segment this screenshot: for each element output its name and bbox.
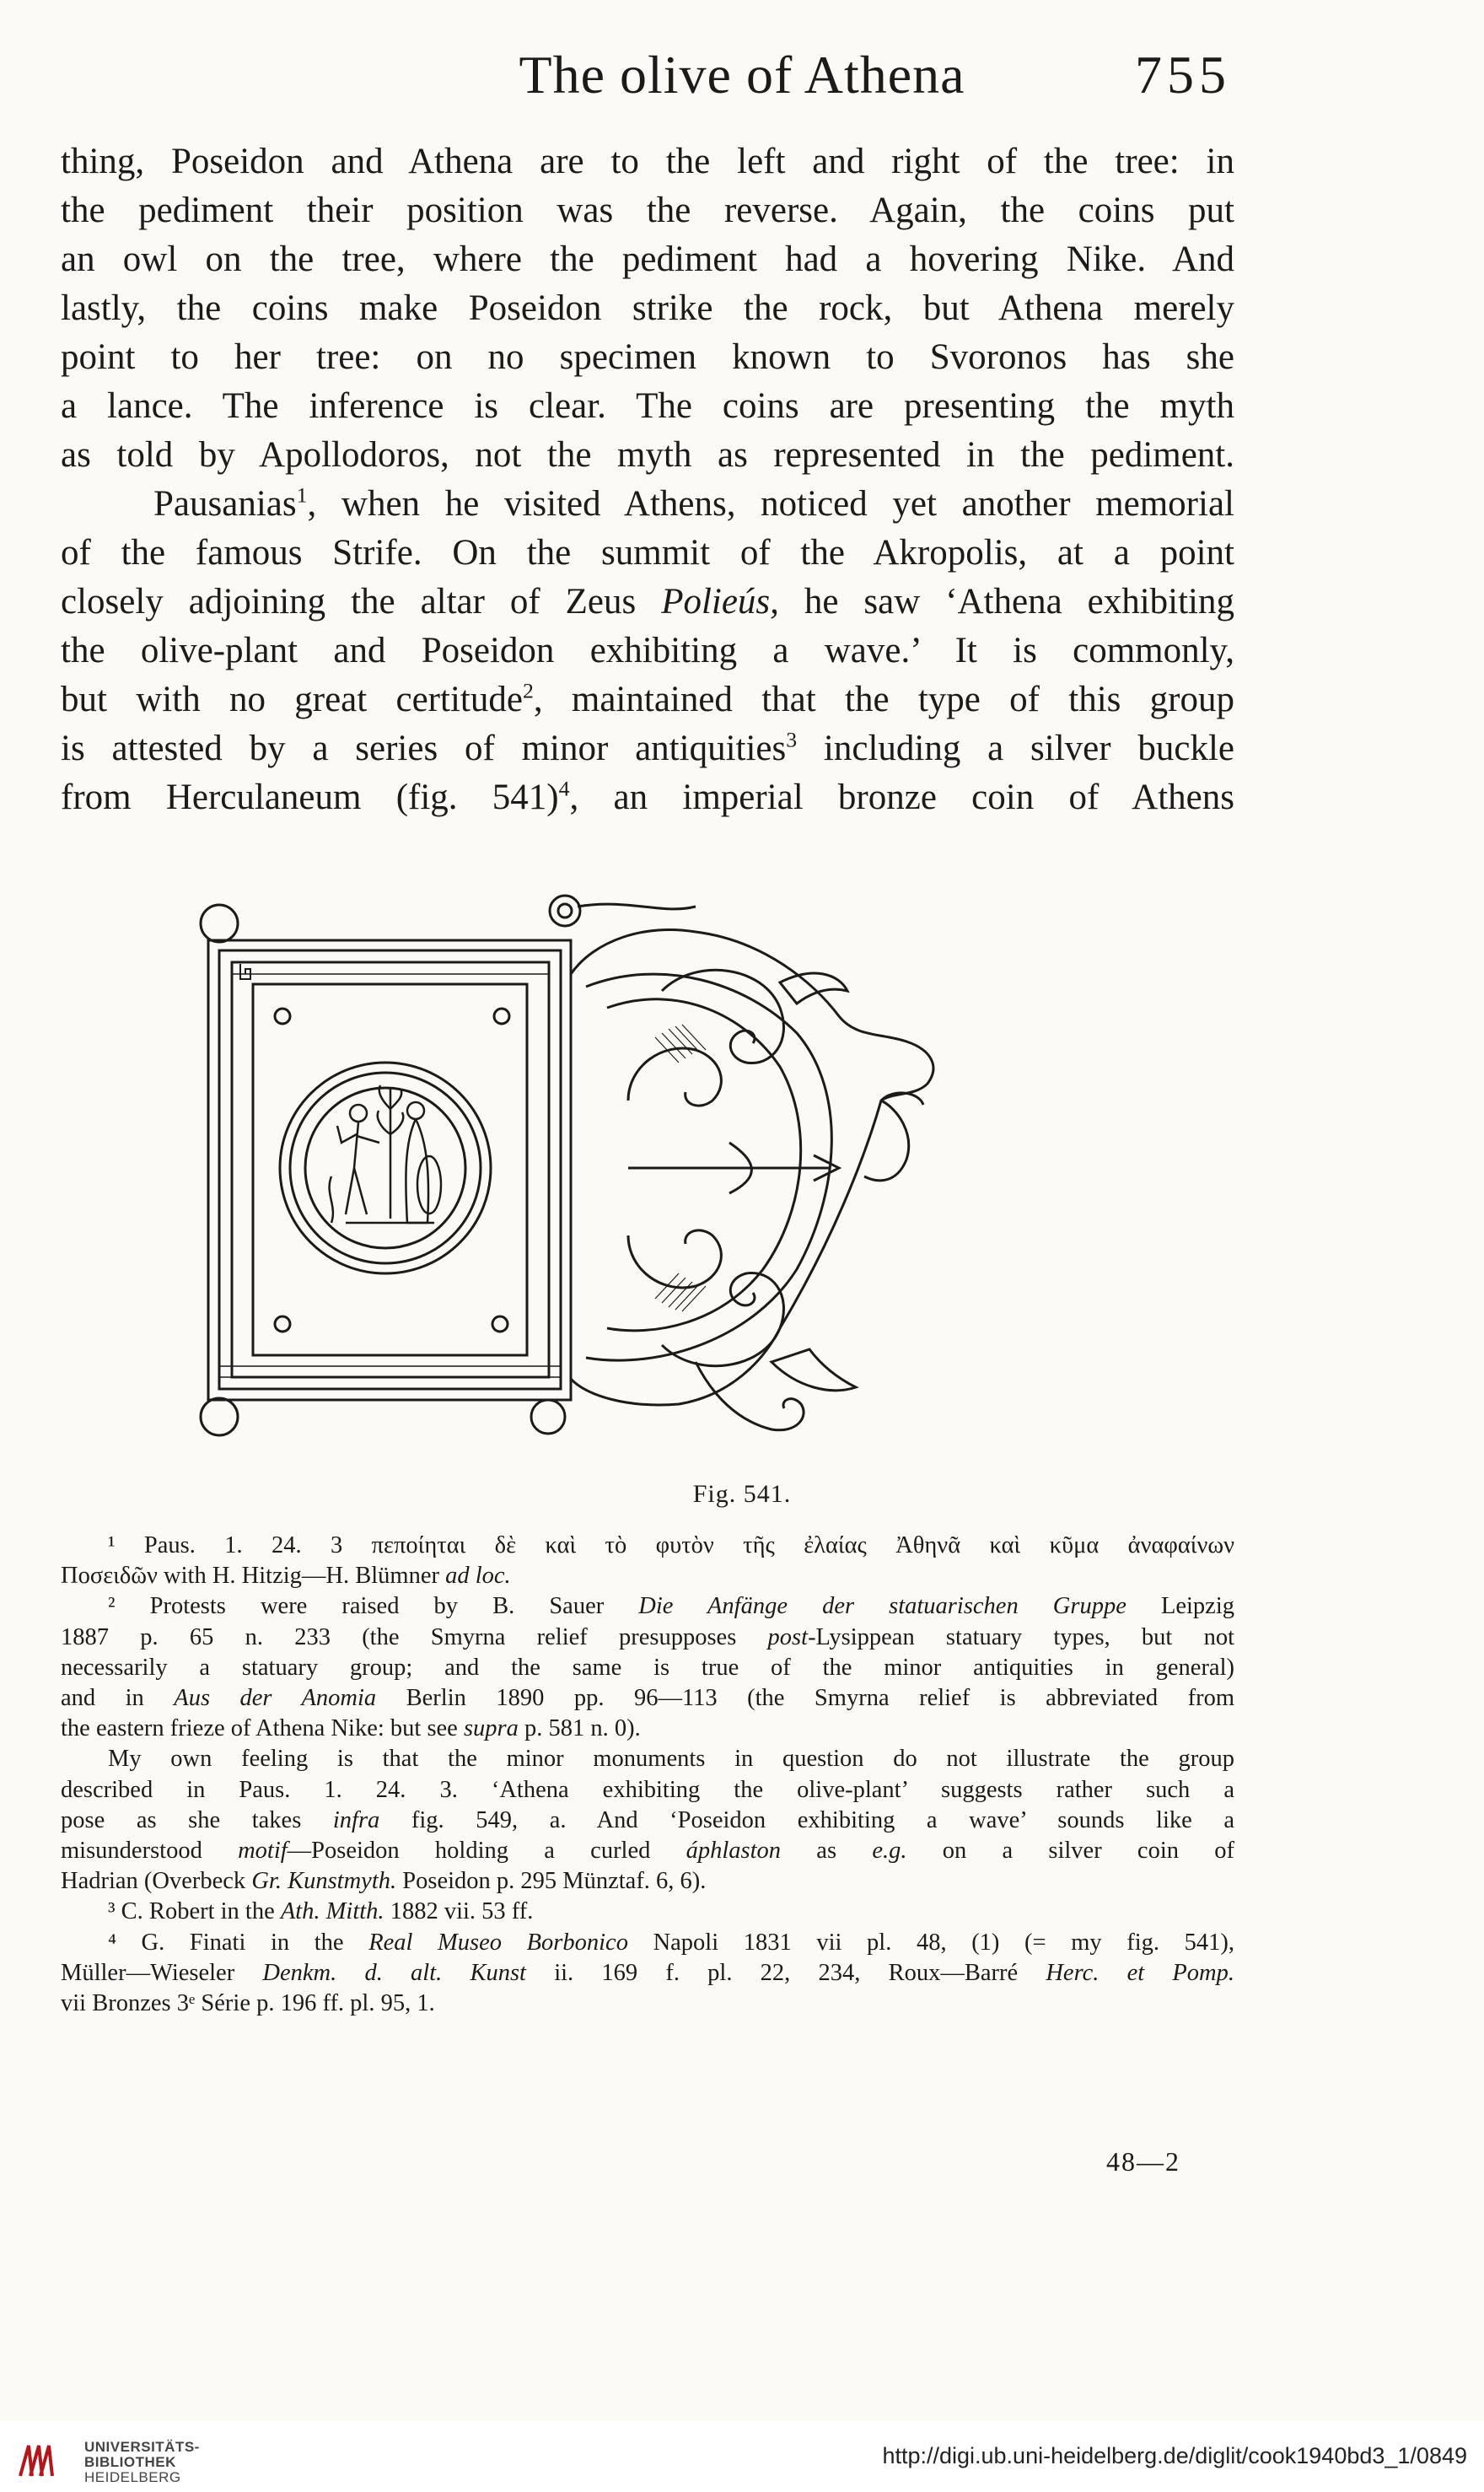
footnote-2-cont: described in Paus. 1. 24. 3. ‘Athena exhibiting the olive-plant’ suggests rather such a bbox=[61, 1776, 1234, 1803]
source-url-link[interactable]: http://digi.ub.uni-heidelberg.de/diglit/cook1940bd3_1/0849 bbox=[882, 2443, 1467, 2468]
footnote-2: ² Protests were raised by B. Sauer Die Anfänge der statuarischen Gruppe Leipzig bbox=[108, 1593, 1234, 1620]
footnote-4: ⁴ G. Finati in the Real Museo Borbonico Napoli 1831 vii pl. 48, (1) (= my fig. 541), bbox=[108, 1929, 1235, 1956]
body-line: a lance. The inference is clear. The coins are presenting the myth bbox=[61, 386, 1234, 426]
footnote-2-cont: misunderstood motif—Poseidon holding a curled áphlaston as e.g. on a silver coin of bbox=[61, 1838, 1234, 1865]
body-line: Pausanias$^1$, when he visited Athens, noticed yet another memorial bbox=[153, 482, 1234, 524]
footnote-2-cont: 1887 p. 65 n. 233 (the Smyrna relief presupposes post-Lysippean statuary types, but not bbox=[61, 1623, 1234, 1650]
footnote-4-cont: Müller—Wieseler Denkm. d. alt. Kunst ii. 169 f. pl. 22, 234, Roux—Barré Herc. et Pomp. bbox=[61, 1959, 1234, 1986]
body-line: the pediment their position was the reverse. Again, the coins put bbox=[61, 191, 1234, 230]
footnote-2-cont: the eastern frieze of Athena Nike: but see supra p. 581 n. 0). bbox=[61, 1715, 641, 1742]
body-line: as told by Apollodoros, not the myth as represented in the pediment. bbox=[61, 435, 1234, 475]
running-title: The olive of Athena bbox=[519, 45, 965, 105]
footnotes bbox=[61, 1531, 1234, 2019]
body-line: of the famous Strife. On the summit of the Akropolis, at a point bbox=[61, 533, 1234, 573]
footnote-2-cont: necessarily a statuary group; and the same is true of the minor antiquities in general) bbox=[61, 1654, 1234, 1681]
body-line: lastly, the coins make Poseidon strike the rock, but Athena merely bbox=[61, 288, 1234, 328]
body-line: from Herculaneum (fig. 541)$^4$, an imperial bronze coin of Athens bbox=[61, 776, 1234, 817]
body-line: thing, Poseidon and Athena are to the left and right of the tree: in bbox=[61, 142, 1234, 181]
buckle-drawing bbox=[190, 890, 1121, 1455]
footnote-2-cont: pose as she takes infra fig. 549, a. And ‘Poseidon exhibiting a wave’ sounds like a bbox=[61, 1806, 1234, 1833]
footnote-2-cont: My own feeling is that the minor monuments in question do not illustrate the group bbox=[108, 1746, 1234, 1773]
body-line: the olive-plant and Poseidon exhibiting a wave.’ It is commonly, bbox=[61, 631, 1234, 670]
library-name: UNIVERSITÄTS- BIBLIOTHEK HEIDELBERG bbox=[84, 2439, 200, 2485]
figure-buckle-illustration bbox=[190, 890, 1121, 1455]
body-line: closely adjoining the altar of Zeus Polieús, he saw ‘Athena exhibiting bbox=[61, 582, 1234, 622]
body-line: is attested by a series of minor antiquities$^3$ including a silver buckle bbox=[61, 727, 1234, 768]
library-logo-icon bbox=[15, 2439, 57, 2483]
figure-caption: Fig. 541. bbox=[692, 1480, 792, 1508]
footnote-2-cont: Hadrian (Overbeck Gr. Kunstmyth. Poseidon p. 295 Münztaf. 6, 6). bbox=[61, 1868, 707, 1895]
footnote-4-cont: vii Bronzes 3ᵉ Série p. 196 ff. pl. 95, 1. bbox=[61, 1990, 435, 2017]
footnote-2-cont: and in Aus der Anomia Berlin 1890 pp. 96—113 (the Smyrna relief is abbreviated from bbox=[61, 1685, 1234, 1712]
body-text bbox=[61, 137, 1234, 822]
page-header bbox=[0, 44, 1484, 111]
footnote-1-cont: Ποσειδῶν with H. Hitzig—H. Blümner ad loc. bbox=[61, 1563, 511, 1590]
body-line: but with no great certitude$^2$, maintained that the type of this group bbox=[61, 678, 1235, 719]
body-line: an owl on the tree, where the pediment had a hovering Nike. And bbox=[61, 240, 1234, 279]
page-number: 755 bbox=[1135, 45, 1231, 105]
signature-mark: 48—2 bbox=[1106, 2146, 1180, 2177]
footnote-1: ¹ Paus. 1. 24. 3 πεποίηται δὲ καὶ τὸ φυτὸν τῆς ἐλαίας Ἀθηνᾶ καὶ κῦμα ἀναφαίνων bbox=[108, 1532, 1234, 1558]
footnote-3: ³ C. Robert in the Ath. Mitth. 1882 vii. 53 ff. bbox=[108, 1898, 534, 1925]
body-line: point to her tree: on no specimen known to Svoronos has she bbox=[61, 337, 1234, 377]
